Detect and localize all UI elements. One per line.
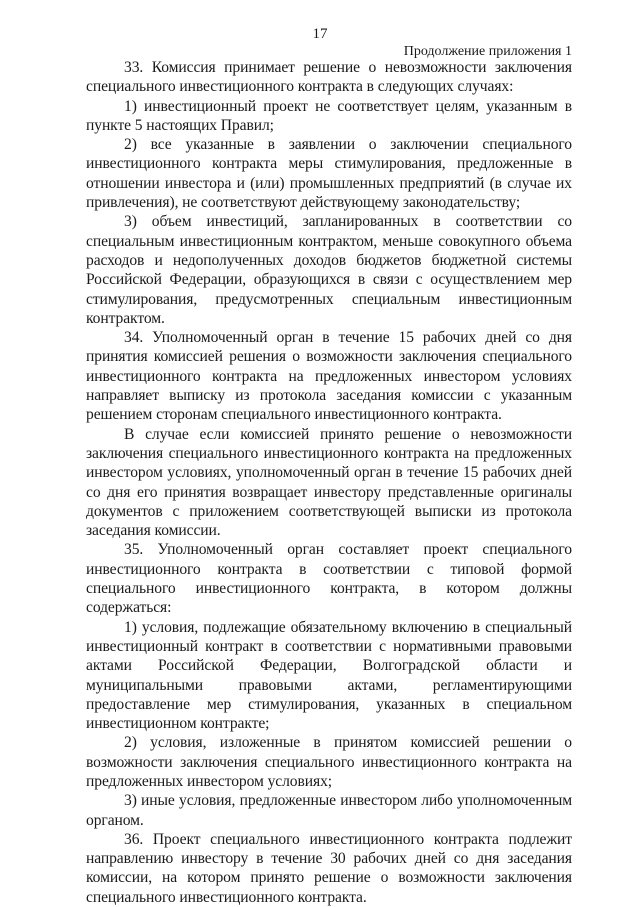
paragraph-34-continuation: В случае если комиссией принято решение о невозможности заключения специального инвестиционного контракта на предложенных инвестором условиях, уполномоченный орган в течение 15 рабочих дней со дня его принятия возвращает инвестору представленные оригиналы документов с приложением соответствующей выписки из протокола заседания комиссии. (86, 425, 572, 540)
page-number: 17 (312, 26, 328, 42)
paragraph-36: 36. Проект специального инвестиционного контракта подлежит направлению инвестору в течение 30 рабочих дней со дня заседания комиссии, на котором принято решение о возможности заключения специального инвестиционного контракта. (86, 830, 572, 906)
paragraph-35: 35. Уполномоченный орган составляет проект специального инвестиционного контракта в соответствии с типовой формой специального инвестиционного контракта, в котором должны содержаться: (86, 541, 572, 617)
paragraph-35-item-2: 2) условия, изложенные в принятом комиссией решении о возможности заключения специального инвестиционного контракта на предложенных инвестором условиях; (86, 734, 572, 790)
document-body (86, 58, 572, 907)
paragraph-33-item-3: 3) объем инвестиций, запланированных в соответствии со специальным инвестиционным контрактом, меньше совокупного объема расходов и недополученных доходов бюджетов бюджетной системы Российской Федерации, образующихся в связи с осуществлением мер стимулирования, предусмотренных специальным инвестиционным контрактом. (86, 213, 572, 327)
paragraph-33-item-2: 2) все указанные в заявлении о заключении специального инвестиционного контракта меры стимулирования, предложенные в отношении инвестора и (или) промышленных предприятий (в случае их привлечения), не соответствуют действующему законодательству; (86, 136, 572, 212)
appendix-continuation-label: Продолжение приложения 1 (403, 44, 572, 59)
paragraph-34: 34. Уполномоченный орган в течение 15 рабочих дней со дня принятия комиссией решения о возможности заключения специального инвестиционного контракта на предложенных инвестором условиях направляет выписку из протокола заседания комиссии с указанным решением сторонам специального инвестиционного контракта. (86, 329, 572, 424)
paragraph-35-item-3: 3) иные условия, предложенные инвестором либо уполномоченным органом. (86, 792, 572, 829)
paragraph-35-item-1: 1) условия, подлежащие обязательному включению в специальный инвестиционный контракт в соответствии с нормативными правовыми актами Российской Федерации, Волгоградской области и муниципальными правовыми актами, регламентирующими предоставление мер стимулирования, указанных в специальном инвестиционном контракте; (86, 618, 572, 733)
paragraph-33-item-1: 1) инвестиционный проект не соответствует целям, указанным в пункте 5 настоящих Правил; (86, 97, 572, 134)
paragraph-33: 33. Комиссия принимает решение о невозможности заключения специального инвестиционного контракта в следующих случаях: (86, 59, 572, 96)
